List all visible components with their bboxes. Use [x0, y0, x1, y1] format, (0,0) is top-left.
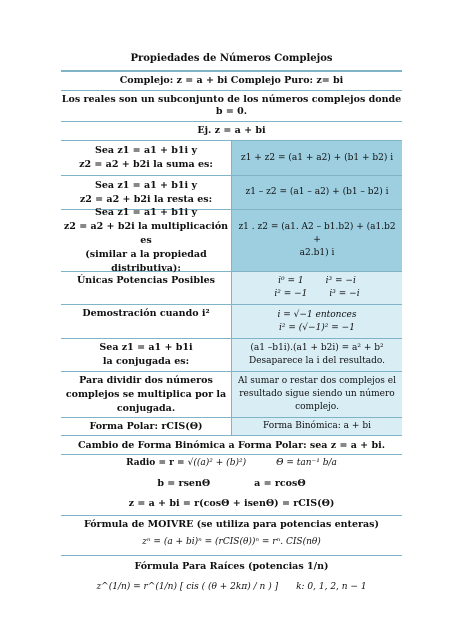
multiplication-right-line-2: a2.b1) i	[299, 248, 335, 258]
powers-right	[232, 272, 402, 304]
polar-identity: z = a + bi = r(cosΘ + isenΘ) = rCIS(Θ)	[61, 495, 402, 516]
difference-left	[61, 176, 232, 209]
difference-right: z1 – z2 = (a1 – a2) + (b1 – b2) i	[232, 176, 402, 209]
division-left-line-1: Para dividir dos números	[79, 374, 213, 386]
difference-left-line-2: z2 = a2 + b2i la resta es:	[79, 193, 213, 205]
example-line: Ej. z = a + bi	[61, 122, 402, 141]
multiplication-left-line-1: Sea z1 = a1 + b1i y	[95, 206, 197, 218]
power-i2: i² = −1	[274, 289, 308, 299]
polar-right: Forma Binómica: a + bi	[232, 418, 402, 435]
radius-formula	[61, 455, 402, 472]
sum-row	[61, 141, 402, 176]
demonstration-left	[61, 305, 232, 338]
page-title: Propiedades de Números Complejos	[61, 48, 402, 71]
sum-left	[61, 141, 232, 175]
sum-left-line-2: z2 = a2 + b2i la suma es:	[79, 159, 213, 170]
conjugate-right-line-2: Desaparece la i del resultado.	[249, 356, 385, 366]
multiplication-row	[61, 206, 402, 274]
multiplication-left-line-2: z2 = a2 + b2i la multiplicación es	[63, 220, 229, 246]
division-right-line-2: resultado sigue siendo un número	[239, 389, 395, 399]
conjugate-row	[61, 339, 402, 372]
power-i3-b: i³ = −i	[329, 289, 360, 299]
radius-expression: √((a)² + (b)²)	[187, 458, 247, 468]
powers-row	[61, 272, 402, 305]
radius-group	[126, 457, 246, 470]
conjugate-right	[232, 339, 402, 371]
division-left-line-3: conjugada.	[116, 402, 176, 414]
powers-left	[61, 272, 232, 304]
multiplication-right	[232, 210, 402, 271]
complex-definition: Complejo: z = a + bi Complejo Puro: z= bi	[61, 72, 402, 91]
conjugate-right-line-1: (a1 –b1i).(a1 + b2i) = a² + b²	[250, 343, 384, 353]
component-equations	[61, 472, 402, 495]
multiplication-left-line-4: distributiva):	[111, 262, 181, 274]
roots-k-values: k: 0, 1, 2, n − 1	[296, 582, 367, 592]
roots-formula: z^(1/n) = r^(1/n) [ cis ( (θ + 2kπ) / n ) ]	[96, 582, 279, 592]
moivre-title: Fórmula de MOIVRE (se utiliza para potencias enteras)	[84, 519, 379, 530]
reals-statement: Los reales son un subconjunto de los números complejos donde b = 0.	[61, 91, 402, 122]
division-left-line-2: complejos se multiplica por la	[65, 388, 227, 400]
roots-formula-row	[61, 575, 402, 600]
a-equation: a = rcosΘ	[254, 478, 306, 489]
demonstration-label: Demostración cuando i²	[82, 308, 210, 319]
polar-left: Forma Polar: rCIS(Θ)	[61, 418, 232, 435]
division-right-line-3: complejo.	[295, 402, 339, 412]
conjugate-left	[61, 339, 232, 371]
demonstration-right	[232, 305, 402, 338]
division-left	[61, 372, 232, 417]
division-row	[61, 372, 402, 418]
multiplication-left	[61, 206, 232, 274]
demonstration-row	[61, 305, 402, 339]
b-equation: b = rsenΘ	[157, 478, 211, 489]
conjugate-left-line-2: la conjugada es:	[102, 356, 190, 367]
sum-right: z1 + z2 = (a1 + a2) + (b1 + b2) i	[232, 141, 402, 175]
division-right-line-1: Al sumar o restar dos complejos el	[238, 376, 396, 386]
power-i0: i⁰ = 1	[278, 276, 304, 286]
multiplication-left-line-3: (similar a la propiedad	[85, 248, 207, 260]
roots-title: Fórmula Para Raíces (potencias 1/n)	[134, 561, 329, 572]
polar-row	[61, 418, 402, 436]
demonstration-line-2: i² = (√−1)² = −1	[279, 322, 355, 333]
theta-expression: Θ = tan⁻¹ b/a	[276, 458, 337, 468]
change-title: Cambio de Forma Binómica a Forma Polar: sea z = a + bi.	[61, 436, 402, 455]
sum-left-line-1: Sea z1 = a1 + b1i y	[95, 145, 197, 156]
powers-label: Únicas Potencias Posibles	[77, 275, 215, 286]
properties-sheet	[61, 48, 402, 600]
difference-left-line-1: Sea z1 = a1 + b1i y	[95, 179, 197, 191]
multiplication-right-line-1: z1 . z2 = (a1. A2 – b1.b2) + (a1.b2 +	[238, 222, 396, 245]
conjugate-left-line-1: Sea z1 = a1 + b1i	[99, 342, 193, 353]
power-i3: i³ = −i	[325, 276, 356, 286]
moivre-formula: zⁿ = (a + bi)ⁿ = (rCIS(θ))ⁿ = rⁿ. CIS(nθ)	[142, 537, 321, 547]
division-right	[232, 372, 402, 417]
radius-label: Radio = r =	[126, 458, 188, 468]
demonstration-line-1: i = √−1 entonces	[277, 309, 357, 320]
